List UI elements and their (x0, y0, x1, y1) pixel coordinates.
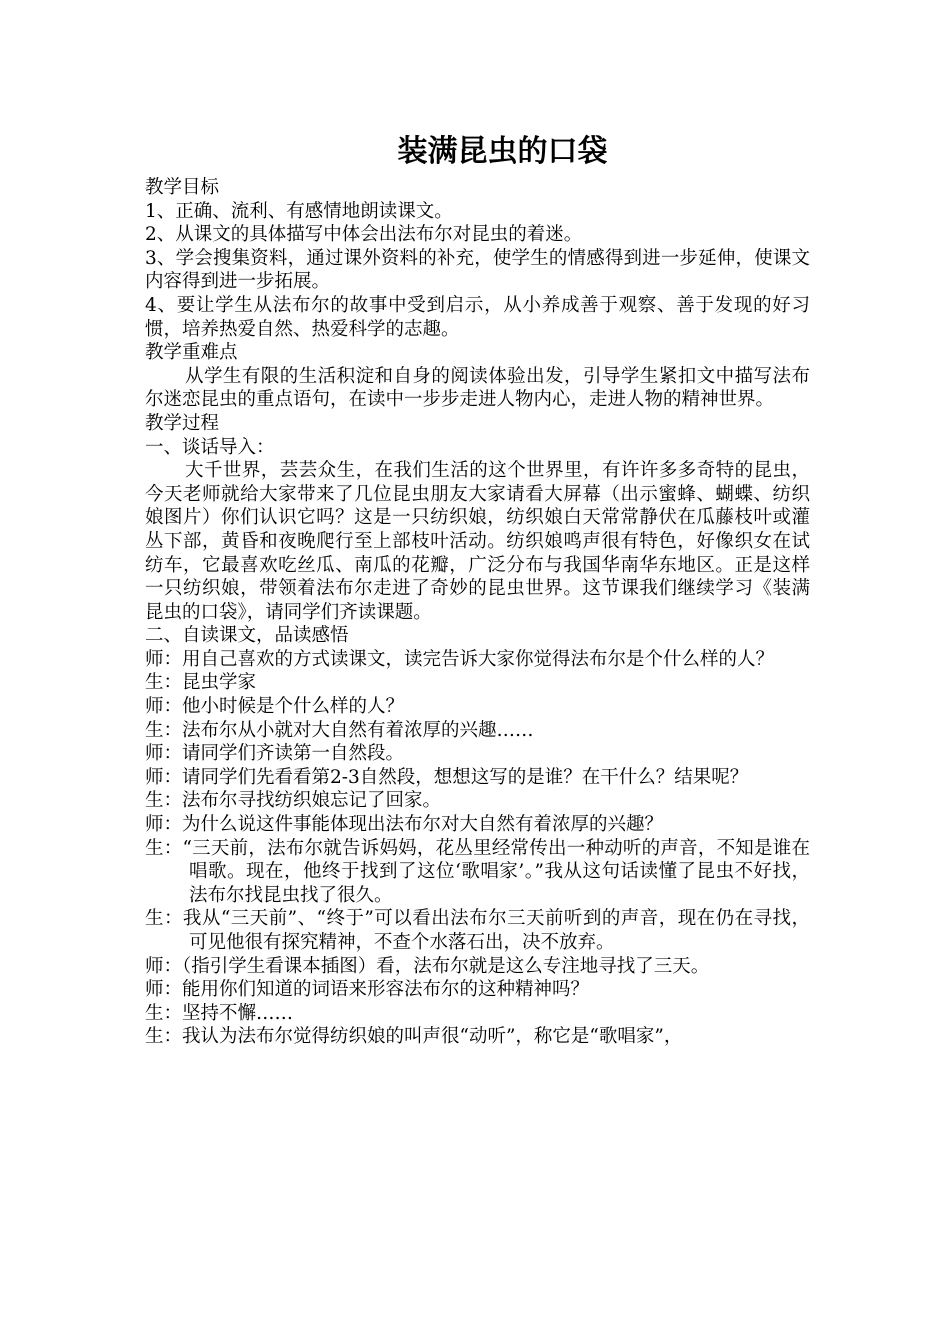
dialogue-line: 生：法布尔寻找纺织娘忘记了回家。 (145, 790, 442, 812)
dialogue-line: 生：“三天前，法布尔就告诉妈妈，花丛里经常传出一种动听的声音，不知是谁在唱歌。现在，他终于找到了这位‘歌唱家’。”我从这句话读懂了昆虫不好找，法布尔找昆虫找了很久。 (145, 837, 810, 906)
step1-paragraph: 大千世界，芸芸众生，在我们生活的这个世界里，有许许多多奇特的昆虫，今天老师就给大家带来了几位昆虫朋友大家请看大屏幕（出示蜜蜂、蝴蝶、纺织娘图片）你们认识它吗？这是一只纺织娘，纺织娘白天常常静伏在瓜藤枝叶或灌丛下部，黄昏和夜晚爬行至上部枝叶活动。纺织娘鸣声很有特色，好像织女在试纺车，它最喜欢吃丝瓜、南瓜的花瓣，广泛分布与我国华南华东地区。正是这样一只纺织娘，带领着法布尔走进了奇妙的昆虫世界。这节课我们继续学习《装满昆虫的口袋》，请同学们齐读课题。 (145, 460, 810, 623)
page-title: 装满昆虫的口袋 (397, 134, 608, 169)
goals-heading: 教学目标 (145, 177, 220, 198)
dialogue-line: 师：能用你们知道的词语来形容法布尔的这种精神吗？ (145, 979, 590, 1001)
dialogue-line: 生：我认为法布尔觉得纺织娘的叫声很“动听”，称它是“歌唱家”， (145, 1026, 683, 1048)
dialogue-line: 生：法布尔从小就对大自然有着浓厚的兴趣…… (145, 719, 534, 741)
key-heading: 教学重难点 (145, 342, 238, 364)
dialogue-line: 师：他小时候是个什么样的人？ (145, 696, 405, 718)
dialogue-line: 师：（指引学生看课本插图）看，法布尔就是这么专注地寻找了三天。 (145, 955, 710, 977)
key-paragraph: 从学生有限的生活积淀和自身的阅读体验出发，引导学生紧扣文中描写法布尔迷恋昆虫的重点语句，在读中一步步走进人物内心，走进人物的精神世界。 (145, 365, 810, 411)
step1-heading: 一、谈话导入： (145, 436, 275, 458)
dialogue-line: 师：为什么说这件事能体现出法布尔对大自然有着浓厚的兴趣？ (145, 814, 664, 836)
dialogue-line: 生：我从“三天前”、“终于”可以看出法布尔三天前听到的声音，现在仍在寻找，可见他很有探究精神，不查个水落石出，决不放弃。 (145, 908, 810, 953)
goal-item: 4、要让学生从法布尔的故事中受到启示，从小养成善于观察、善于发现的好习惯，培养热爱自然、热爱科学的志趣。 (145, 294, 810, 340)
dialogue-line: 师：用自己喜欢的方式读课文，读完告诉大家你觉得法布尔是个什么样的人？ (145, 648, 775, 670)
process-heading: 教学过程 (145, 412, 220, 434)
dialogue-line: 师：请同学们齐读第一自然段。 (145, 743, 405, 765)
step2-heading: 二、自读课文，品读感悟 (145, 625, 349, 647)
dialogue-line: 生：昆虫学家 (145, 672, 257, 694)
goal-item: 1、正确、流利、有感情地朗读课文。 (145, 200, 453, 222)
dialogue-line: 生：坚持不懈…… (145, 1002, 294, 1024)
goal-item: 3、学会搜集资料，通过课外资料的补充，使学生的情感得到进一步延伸，使课文内容得到进一步拓展。 (145, 247, 810, 293)
document-page (145, 128, 810, 1049)
goal-item: 2、从课文的具体描写中体会出法布尔对昆虫的着迷。 (145, 224, 583, 246)
dialogue-line: 师：请同学们先看看第2-3自然段，想想这写的是谁？在干什么？结果呢？ (145, 766, 749, 788)
